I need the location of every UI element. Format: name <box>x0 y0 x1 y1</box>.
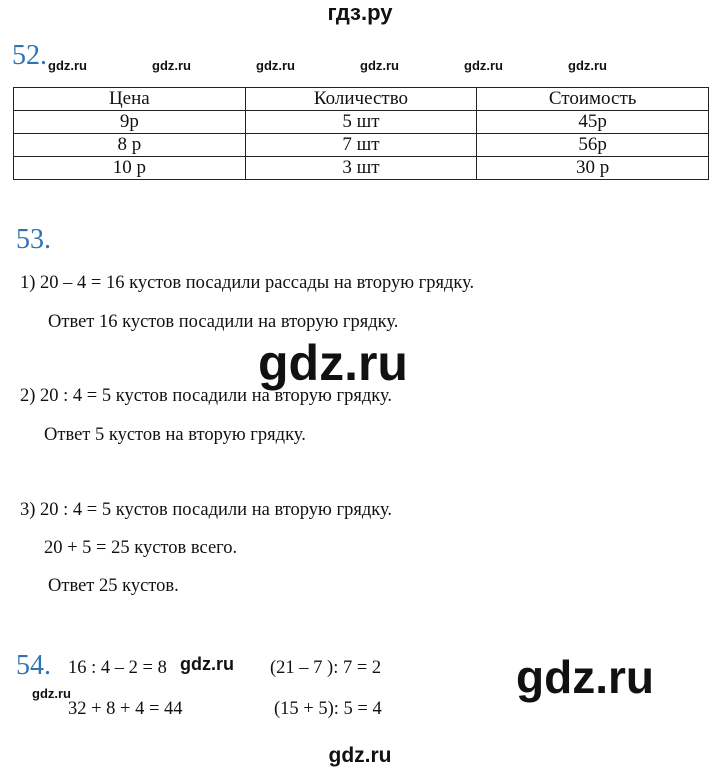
watermark-large: gdz.ru <box>516 651 654 703</box>
answer-line-2: Ответ 5 кустов на вторую грядку. <box>44 425 306 445</box>
table-cell: 45р <box>477 111 709 134</box>
answer-line-1: Ответ 16 кустов посадили на вторую грядку. <box>48 312 399 332</box>
solution-line-3: 3) 20 : 4 = 5 кустов посадили на вторую грядку. <box>20 500 393 520</box>
site-header: гдз.ру <box>327 0 393 25</box>
expression-3: 32 + 8 + 4 = 44 <box>68 699 183 719</box>
table-cell: 3 шт <box>245 157 477 180</box>
table-cell: 8 р <box>14 134 246 157</box>
answer-line-3: Ответ 25 кустов. <box>48 576 179 596</box>
watermark: gdz.ru <box>180 654 234 674</box>
table-row <box>14 134 709 157</box>
table-cell: 5 шт <box>245 111 477 134</box>
watermark-large: gdz.ru <box>258 335 408 391</box>
task-54-number: 54. <box>16 650 51 681</box>
watermark: gdz.ru <box>32 686 71 701</box>
task-53-number: 53. <box>16 224 51 255</box>
task-52-number: 52. <box>12 40 47 71</box>
watermark: gdz.ru <box>360 58 399 73</box>
watermark: gdz.ru <box>464 58 503 73</box>
watermark: gdz.ru <box>48 58 87 73</box>
table-row <box>14 157 709 180</box>
table-cell: 30 р <box>477 157 709 180</box>
watermark: gdz.ru <box>152 58 191 73</box>
watermark-bottom: gdz.ru <box>328 744 392 767</box>
column-header-quantity: Количество <box>245 88 477 111</box>
solution-line-3b: 20 + 5 = 25 кустов всего. <box>44 538 238 558</box>
table-header-row <box>14 88 709 111</box>
solution-line-1: 1) 20 – 4 = 16 кустов посадили рассады на вторую грядку. <box>20 273 475 293</box>
table-cell: 7 шт <box>245 134 477 157</box>
expression-2: (21 – 7 ): 7 = 2 <box>270 658 382 678</box>
table-cell: 56р <box>477 134 709 157</box>
table-row <box>14 111 709 134</box>
table-cell: 9р <box>14 111 246 134</box>
table-cell: 10 р <box>14 157 246 180</box>
price-table <box>13 87 709 180</box>
solution-line-2: 2) 20 : 4 = 5 кустов посадили на вторую грядку. <box>20 386 393 406</box>
column-header-cost: Стоимость <box>477 88 709 111</box>
watermark: gdz.ru <box>256 58 295 73</box>
column-header-price: Цена <box>14 88 246 111</box>
expression-4: (15 + 5): 5 = 4 <box>274 699 382 719</box>
watermark: gdz.ru <box>568 58 607 73</box>
expression-1: 16 : 4 – 2 = 8 <box>68 658 167 678</box>
